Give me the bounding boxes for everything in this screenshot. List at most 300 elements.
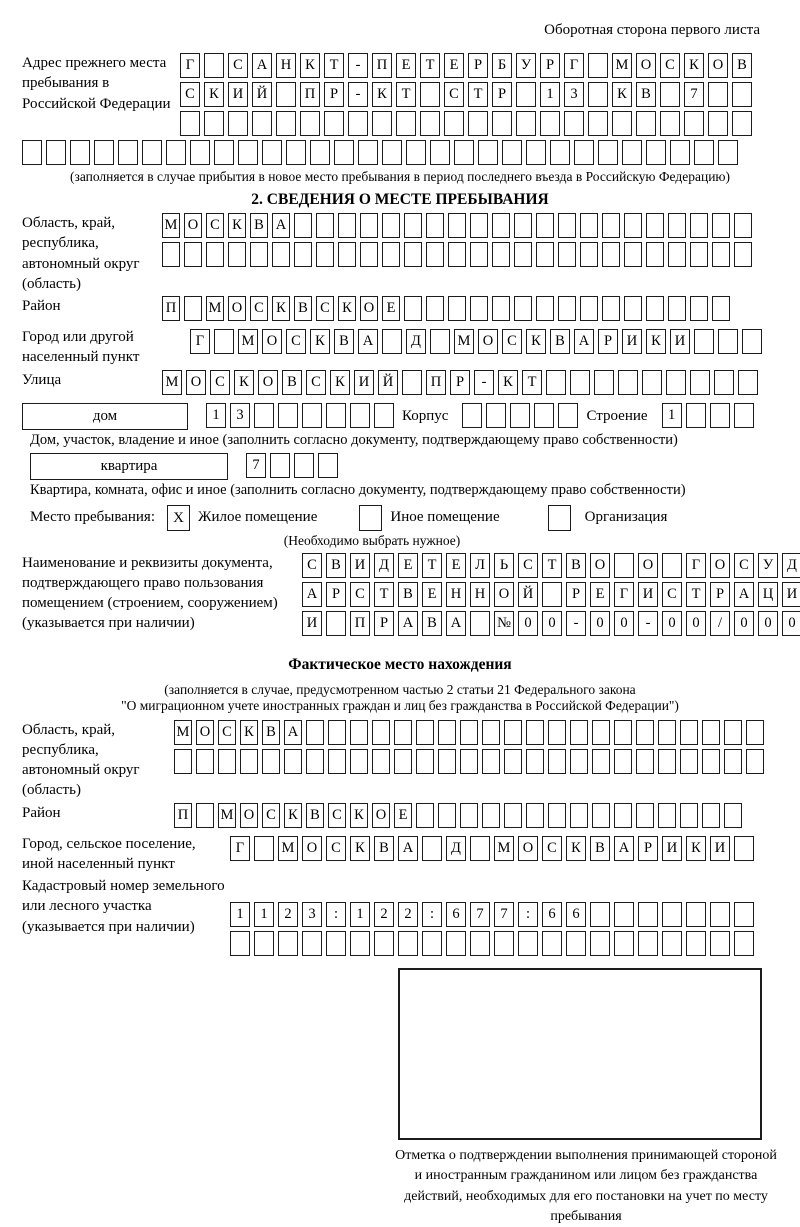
kvartira-box[interactable]: квартира	[30, 453, 228, 480]
char-cell[interactable]	[534, 403, 554, 428]
char-cell[interactable]: В	[590, 836, 610, 861]
char-cell[interactable]: Й	[252, 82, 272, 107]
char-cell[interactable]	[542, 582, 562, 607]
char-cell[interactable]	[536, 296, 554, 321]
char-cell[interactable]: Т	[542, 553, 562, 578]
char-cell[interactable]: С	[502, 329, 522, 354]
char-cell[interactable]: Г	[564, 53, 584, 78]
char-cell[interactable]	[470, 931, 490, 956]
char-cell[interactable]: В	[550, 329, 570, 354]
char-cell[interactable]	[734, 403, 754, 428]
char-cell[interactable]	[350, 403, 370, 428]
char-cell[interactable]: 2	[398, 902, 418, 927]
char-cell[interactable]: В	[282, 370, 302, 395]
char-cell[interactable]	[642, 370, 662, 395]
char-cell[interactable]: Е	[382, 296, 400, 321]
char-cell[interactable]: Е	[396, 53, 416, 78]
char-cell[interactable]: У	[516, 53, 536, 78]
char-cell[interactable]	[492, 111, 512, 136]
char-cell[interactable]: С	[518, 553, 538, 578]
char-cell[interactable]	[214, 329, 234, 354]
char-cell[interactable]	[612, 111, 632, 136]
char-cell[interactable]: Л	[470, 553, 490, 578]
char-cell[interactable]: И	[350, 553, 370, 578]
char-cell[interactable]: Т	[420, 53, 440, 78]
char-cell[interactable]: 6	[446, 902, 466, 927]
char-cell[interactable]: 7	[470, 902, 490, 927]
char-cell[interactable]: 6	[566, 902, 586, 927]
char-cell[interactable]	[398, 931, 418, 956]
char-cell[interactable]	[328, 720, 346, 745]
char-cell[interactable]	[262, 140, 282, 165]
char-cell[interactable]	[734, 213, 752, 238]
char-cell[interactable]: В	[334, 329, 354, 354]
char-cell[interactable]: К	[272, 296, 290, 321]
char-cell[interactable]	[446, 931, 466, 956]
char-cell[interactable]	[404, 242, 422, 267]
zhiloe-checkbox[interactable]: X	[167, 505, 190, 531]
char-cell[interactable]: А	[272, 213, 290, 238]
char-cell[interactable]	[638, 902, 658, 927]
char-cell[interactable]	[462, 403, 482, 428]
char-cell[interactable]: Р	[710, 582, 730, 607]
char-cell[interactable]: Е	[446, 553, 466, 578]
char-cell[interactable]	[712, 213, 730, 238]
char-cell[interactable]: :	[326, 902, 346, 927]
char-cell[interactable]: К	[284, 803, 302, 828]
char-cell[interactable]	[326, 611, 346, 636]
char-cell[interactable]	[514, 213, 532, 238]
char-cell[interactable]: О	[240, 803, 258, 828]
char-cell[interactable]	[714, 370, 734, 395]
char-cell[interactable]	[592, 803, 610, 828]
char-cell[interactable]	[324, 111, 344, 136]
char-cell[interactable]: К	[228, 213, 246, 238]
char-cell[interactable]: С	[218, 720, 236, 745]
char-cell[interactable]	[624, 242, 642, 267]
char-cell[interactable]	[302, 931, 322, 956]
char-cell[interactable]: 1	[254, 902, 274, 927]
char-cell[interactable]	[372, 720, 390, 745]
char-cell[interactable]: И	[302, 611, 322, 636]
char-cell[interactable]: И	[662, 836, 682, 861]
char-cell[interactable]	[724, 749, 742, 774]
char-cell[interactable]	[580, 242, 598, 267]
char-cell[interactable]: К	[498, 370, 518, 395]
char-cell[interactable]: И	[228, 82, 248, 107]
inoe-checkbox[interactable]	[359, 505, 382, 531]
char-cell[interactable]	[718, 140, 738, 165]
char-cell[interactable]	[574, 140, 594, 165]
char-cell[interactable]	[712, 242, 730, 267]
char-cell[interactable]: К	[350, 803, 368, 828]
char-cell[interactable]	[416, 749, 434, 774]
char-cell[interactable]: У	[758, 553, 778, 578]
char-cell[interactable]: 3	[302, 902, 322, 927]
char-cell[interactable]: Е	[444, 53, 464, 78]
char-cell[interactable]: С	[316, 296, 334, 321]
char-cell[interactable]	[548, 720, 566, 745]
char-cell[interactable]: С	[206, 213, 224, 238]
char-cell[interactable]: Д	[374, 553, 394, 578]
char-cell[interactable]	[588, 111, 608, 136]
char-cell[interactable]: О	[262, 329, 282, 354]
char-cell[interactable]: К	[338, 296, 356, 321]
char-cell[interactable]	[310, 140, 330, 165]
char-cell[interactable]: Н	[276, 53, 296, 78]
char-cell[interactable]	[382, 329, 402, 354]
char-cell[interactable]	[420, 111, 440, 136]
char-cell[interactable]	[702, 720, 720, 745]
char-cell[interactable]: В	[294, 296, 312, 321]
char-cell[interactable]	[542, 931, 562, 956]
char-cell[interactable]	[382, 242, 400, 267]
char-cell[interactable]: П	[300, 82, 320, 107]
char-cell[interactable]: -	[566, 611, 586, 636]
char-cell[interactable]: №	[494, 611, 514, 636]
char-cell[interactable]: -	[348, 82, 368, 107]
char-cell[interactable]	[536, 213, 554, 238]
char-cell[interactable]: С	[660, 53, 680, 78]
char-cell[interactable]	[614, 553, 634, 578]
char-cell[interactable]	[444, 111, 464, 136]
char-cell[interactable]	[460, 720, 478, 745]
char-cell[interactable]: А	[574, 329, 594, 354]
char-cell[interactable]: О	[708, 53, 728, 78]
char-cell[interactable]: Д	[406, 329, 426, 354]
char-cell[interactable]	[478, 140, 498, 165]
char-cell[interactable]: О	[360, 296, 378, 321]
char-cell[interactable]: Т	[374, 582, 394, 607]
char-cell[interactable]	[690, 213, 708, 238]
char-cell[interactable]	[724, 720, 742, 745]
char-cell[interactable]: 2	[374, 902, 394, 927]
char-cell[interactable]: Г	[686, 553, 706, 578]
char-cell[interactable]	[470, 611, 490, 636]
char-cell[interactable]	[588, 53, 608, 78]
char-cell[interactable]: Т	[422, 553, 442, 578]
char-cell[interactable]	[180, 111, 200, 136]
char-cell[interactable]	[438, 749, 456, 774]
char-cell[interactable]: А	[398, 611, 418, 636]
char-cell[interactable]: А	[252, 53, 272, 78]
char-cell[interactable]	[316, 213, 334, 238]
char-cell[interactable]: Т	[324, 53, 344, 78]
char-cell[interactable]	[592, 720, 610, 745]
char-cell[interactable]: Г	[190, 329, 210, 354]
char-cell[interactable]: С	[302, 553, 322, 578]
char-cell[interactable]: О	[196, 720, 214, 745]
char-cell[interactable]	[558, 213, 576, 238]
char-cell[interactable]	[374, 931, 394, 956]
char-cell[interactable]	[350, 749, 368, 774]
char-cell[interactable]	[254, 403, 274, 428]
char-cell[interactable]	[350, 931, 370, 956]
char-cell[interactable]	[548, 749, 566, 774]
char-cell[interactable]	[680, 749, 698, 774]
char-cell[interactable]	[270, 453, 290, 478]
char-cell[interactable]	[602, 242, 620, 267]
char-cell[interactable]	[254, 836, 274, 861]
char-cell[interactable]	[658, 720, 676, 745]
char-cell[interactable]: Б	[492, 53, 512, 78]
char-cell[interactable]	[328, 749, 346, 774]
char-cell[interactable]	[238, 140, 258, 165]
char-cell[interactable]	[684, 111, 704, 136]
char-cell[interactable]	[494, 931, 514, 956]
char-cell[interactable]: Ц	[758, 582, 778, 607]
char-cell[interactable]: В	[262, 720, 280, 745]
char-cell[interactable]	[732, 111, 752, 136]
char-cell[interactable]: 7	[246, 453, 266, 478]
char-cell[interactable]	[276, 82, 296, 107]
char-cell[interactable]	[516, 111, 536, 136]
char-cell[interactable]: М	[454, 329, 474, 354]
char-cell[interactable]: 0	[542, 611, 562, 636]
char-cell[interactable]	[334, 140, 354, 165]
char-cell[interactable]: В	[374, 836, 394, 861]
char-cell[interactable]: 0	[614, 611, 634, 636]
char-cell[interactable]: С	[180, 82, 200, 107]
char-cell[interactable]: М	[278, 836, 298, 861]
dom-box[interactable]: дом	[22, 403, 188, 430]
char-cell[interactable]	[454, 140, 474, 165]
char-cell[interactable]	[694, 329, 714, 354]
char-cell[interactable]	[636, 111, 656, 136]
char-cell[interactable]	[278, 403, 298, 428]
char-cell[interactable]: К	[350, 836, 370, 861]
char-cell[interactable]	[536, 242, 554, 267]
char-cell[interactable]	[448, 242, 466, 267]
char-cell[interactable]: П	[162, 296, 180, 321]
char-cell[interactable]: В	[306, 803, 324, 828]
char-cell[interactable]	[518, 931, 538, 956]
char-cell[interactable]	[348, 111, 368, 136]
char-cell[interactable]	[646, 242, 664, 267]
char-cell[interactable]	[204, 53, 224, 78]
char-cell[interactable]	[570, 749, 588, 774]
char-cell[interactable]	[394, 749, 412, 774]
char-cell[interactable]: -	[638, 611, 658, 636]
char-cell[interactable]	[278, 931, 298, 956]
char-cell[interactable]: 2	[278, 902, 298, 927]
char-cell[interactable]: О	[258, 370, 278, 395]
char-cell[interactable]	[526, 803, 544, 828]
char-cell[interactable]	[526, 720, 544, 745]
char-cell[interactable]	[70, 140, 90, 165]
char-cell[interactable]: О	[228, 296, 246, 321]
char-cell[interactable]: 3	[230, 403, 250, 428]
char-cell[interactable]	[526, 749, 544, 774]
char-cell[interactable]	[558, 242, 576, 267]
char-cell[interactable]	[636, 749, 654, 774]
char-cell[interactable]	[94, 140, 114, 165]
char-cell[interactable]: С	[350, 582, 370, 607]
char-cell[interactable]	[742, 329, 762, 354]
char-cell[interactable]: М	[494, 836, 514, 861]
char-cell[interactable]	[658, 803, 676, 828]
char-cell[interactable]: А	[358, 329, 378, 354]
char-cell[interactable]: 6	[542, 902, 562, 927]
char-cell[interactable]	[636, 720, 654, 745]
organizatsiya-checkbox[interactable]	[548, 505, 571, 531]
char-cell[interactable]	[448, 213, 466, 238]
char-cell[interactable]	[420, 82, 440, 107]
char-cell[interactable]: О	[590, 553, 610, 578]
char-cell[interactable]: Е	[422, 582, 442, 607]
char-cell[interactable]	[724, 803, 742, 828]
char-cell[interactable]	[396, 111, 416, 136]
char-cell[interactable]: И	[354, 370, 374, 395]
char-cell[interactable]	[470, 242, 488, 267]
char-cell[interactable]: Г	[230, 836, 250, 861]
char-cell[interactable]	[204, 111, 224, 136]
char-cell[interactable]: Р	[326, 582, 346, 607]
char-cell[interactable]: Р	[492, 82, 512, 107]
char-cell[interactable]	[482, 803, 500, 828]
char-cell[interactable]: :	[422, 902, 442, 927]
char-cell[interactable]	[492, 213, 510, 238]
char-cell[interactable]	[746, 749, 764, 774]
char-cell[interactable]	[708, 111, 728, 136]
char-cell[interactable]	[404, 296, 422, 321]
char-cell[interactable]	[166, 140, 186, 165]
char-cell[interactable]	[360, 213, 378, 238]
char-cell[interactable]	[526, 140, 546, 165]
char-cell[interactable]	[422, 931, 442, 956]
char-cell[interactable]	[580, 213, 598, 238]
char-cell[interactable]: Т	[522, 370, 542, 395]
char-cell[interactable]	[614, 803, 632, 828]
char-cell[interactable]	[548, 803, 566, 828]
char-cell[interactable]	[46, 140, 66, 165]
char-cell[interactable]	[686, 931, 706, 956]
char-cell[interactable]: Н	[446, 582, 466, 607]
char-cell[interactable]	[732, 82, 752, 107]
char-cell[interactable]	[680, 720, 698, 745]
char-cell[interactable]: Е	[590, 582, 610, 607]
char-cell[interactable]: -	[348, 53, 368, 78]
char-cell[interactable]	[196, 749, 214, 774]
char-cell[interactable]	[306, 749, 324, 774]
char-cell[interactable]: И	[710, 836, 730, 861]
char-cell[interactable]: Т	[396, 82, 416, 107]
char-cell[interactable]: Т	[686, 582, 706, 607]
char-cell[interactable]	[510, 403, 530, 428]
char-cell[interactable]	[468, 111, 488, 136]
char-cell[interactable]	[470, 836, 490, 861]
char-cell[interactable]: К	[646, 329, 666, 354]
char-cell[interactable]	[262, 749, 280, 774]
char-cell[interactable]: 0	[590, 611, 610, 636]
char-cell[interactable]: К	[234, 370, 254, 395]
char-cell[interactable]: С	[250, 296, 268, 321]
char-cell[interactable]	[686, 403, 706, 428]
char-cell[interactable]: О	[478, 329, 498, 354]
char-cell[interactable]: А	[284, 720, 302, 745]
char-cell[interactable]: С	[328, 803, 346, 828]
char-cell[interactable]	[540, 111, 560, 136]
char-cell[interactable]	[734, 836, 754, 861]
char-cell[interactable]: К	[612, 82, 632, 107]
char-cell[interactable]	[184, 242, 202, 267]
char-cell[interactable]	[482, 720, 500, 745]
char-cell[interactable]	[660, 111, 680, 136]
char-cell[interactable]: О	[184, 213, 202, 238]
char-cell[interactable]	[502, 140, 522, 165]
char-cell[interactable]: С	[210, 370, 230, 395]
char-cell[interactable]	[294, 453, 314, 478]
char-cell[interactable]: О	[638, 553, 658, 578]
char-cell[interactable]	[470, 213, 488, 238]
char-cell[interactable]: В	[250, 213, 268, 238]
char-cell[interactable]	[550, 140, 570, 165]
char-cell[interactable]: 0	[734, 611, 754, 636]
char-cell[interactable]: С	[734, 553, 754, 578]
char-cell[interactable]	[558, 403, 578, 428]
char-cell[interactable]: В	[422, 611, 442, 636]
char-cell[interactable]	[710, 902, 730, 927]
char-cell[interactable]	[326, 931, 346, 956]
char-cell[interactable]	[394, 720, 412, 745]
char-cell[interactable]	[402, 370, 422, 395]
char-cell[interactable]: Й	[378, 370, 398, 395]
char-cell[interactable]	[252, 111, 272, 136]
char-cell[interactable]	[426, 242, 444, 267]
char-cell[interactable]	[286, 140, 306, 165]
char-cell[interactable]	[218, 749, 236, 774]
char-cell[interactable]	[638, 931, 658, 956]
char-cell[interactable]: С	[306, 370, 326, 395]
char-cell[interactable]: Р	[598, 329, 618, 354]
char-cell[interactable]: С	[262, 803, 280, 828]
char-cell[interactable]: К	[330, 370, 350, 395]
char-cell[interactable]: 1	[230, 902, 250, 927]
char-cell[interactable]	[686, 902, 706, 927]
char-cell[interactable]: П	[426, 370, 446, 395]
char-cell[interactable]	[570, 803, 588, 828]
char-cell[interactable]	[426, 213, 444, 238]
char-cell[interactable]	[162, 242, 180, 267]
char-cell[interactable]	[240, 749, 258, 774]
char-cell[interactable]	[658, 749, 676, 774]
char-cell[interactable]	[710, 931, 730, 956]
char-cell[interactable]: К	[310, 329, 330, 354]
char-cell[interactable]	[326, 403, 346, 428]
char-cell[interactable]: И	[622, 329, 642, 354]
char-cell[interactable]	[294, 213, 312, 238]
char-cell[interactable]	[516, 82, 536, 107]
char-cell[interactable]	[680, 803, 698, 828]
char-cell[interactable]	[660, 82, 680, 107]
char-cell[interactable]	[250, 242, 268, 267]
char-cell[interactable]	[564, 111, 584, 136]
char-cell[interactable]	[254, 931, 274, 956]
char-cell[interactable]	[416, 720, 434, 745]
char-cell[interactable]: М	[238, 329, 258, 354]
char-cell[interactable]	[460, 749, 478, 774]
char-cell[interactable]	[228, 242, 246, 267]
char-cell[interactable]	[594, 370, 614, 395]
char-cell[interactable]: О	[710, 553, 730, 578]
char-cell[interactable]: А	[398, 836, 418, 861]
char-cell[interactable]: К	[684, 53, 704, 78]
char-cell[interactable]	[624, 213, 642, 238]
char-cell[interactable]: В	[566, 553, 586, 578]
char-cell[interactable]	[622, 140, 642, 165]
char-cell[interactable]: 0	[518, 611, 538, 636]
char-cell[interactable]	[566, 931, 586, 956]
